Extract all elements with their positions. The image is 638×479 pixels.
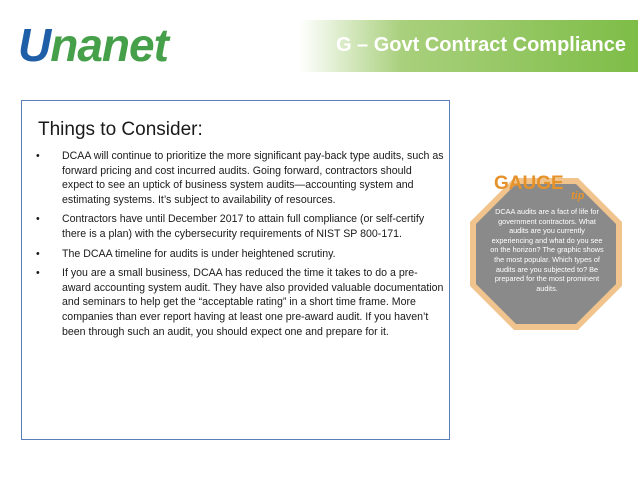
bullet-dot: • — [36, 213, 40, 226]
slide-title: G – Govt Contract Compliance — [335, 34, 626, 56]
bullet-text: Contractors have until December 2017 to attain full compliance (or self-certify there is a plan) with the cybersecurity requirements of NIST SP 800-171. — [62, 213, 425, 240]
bullet-text: The DCAA timeline for audits is under heightened scrutiny. — [62, 247, 336, 260]
bullet-dot: • — [36, 267, 40, 280]
list-item — [32, 247, 444, 262]
gauge-title: GAUGE — [494, 173, 564, 194]
logo-area — [0, 0, 300, 88]
header-bar — [300, 20, 638, 72]
logo-initial: U — [18, 19, 51, 71]
bullet-list — [32, 149, 444, 344]
gauge-tip-text: DCAA audits are a fact of life for government contractors. What audits are you currently experiencing and what do you see on the horizon? The graphic shows the most popular. Which types of audits are you subjected to? Be prepared for the most prominent audits. — [490, 207, 604, 293]
list-item — [32, 149, 444, 207]
logo-text: nanet — [50, 19, 168, 71]
section-heading: Things to Consider: — [38, 119, 203, 140]
content-box — [21, 100, 450, 440]
bullet-text: DCAA will continue to prioritize the more significant pay-back type audits, such as forward pricing and cost incurred audits. Going forward, contractors should expect to see an uptick of business system audits—accounting system and estimating systems. It’s subject to availability of resources. — [62, 150, 444, 206]
list-item — [32, 212, 444, 241]
bullet-text: If you are a small business, DCAA has reduced the time it takes to do a pre-award accounting system audit. They have also provided valuable documentation and seminars to help get the “acceptable rating” in a short time frame. More companies than ever report having at least one pre-award audit. If you haven’t been through such an audit, you should expect one and prepare for it. — [62, 267, 444, 338]
unanet-logo — [18, 19, 168, 71]
bullet-dot: • — [36, 150, 40, 162]
bullet-dot: • — [36, 247, 40, 260]
gauge-subtitle: tip — [571, 190, 585, 202]
list-item — [32, 266, 444, 339]
